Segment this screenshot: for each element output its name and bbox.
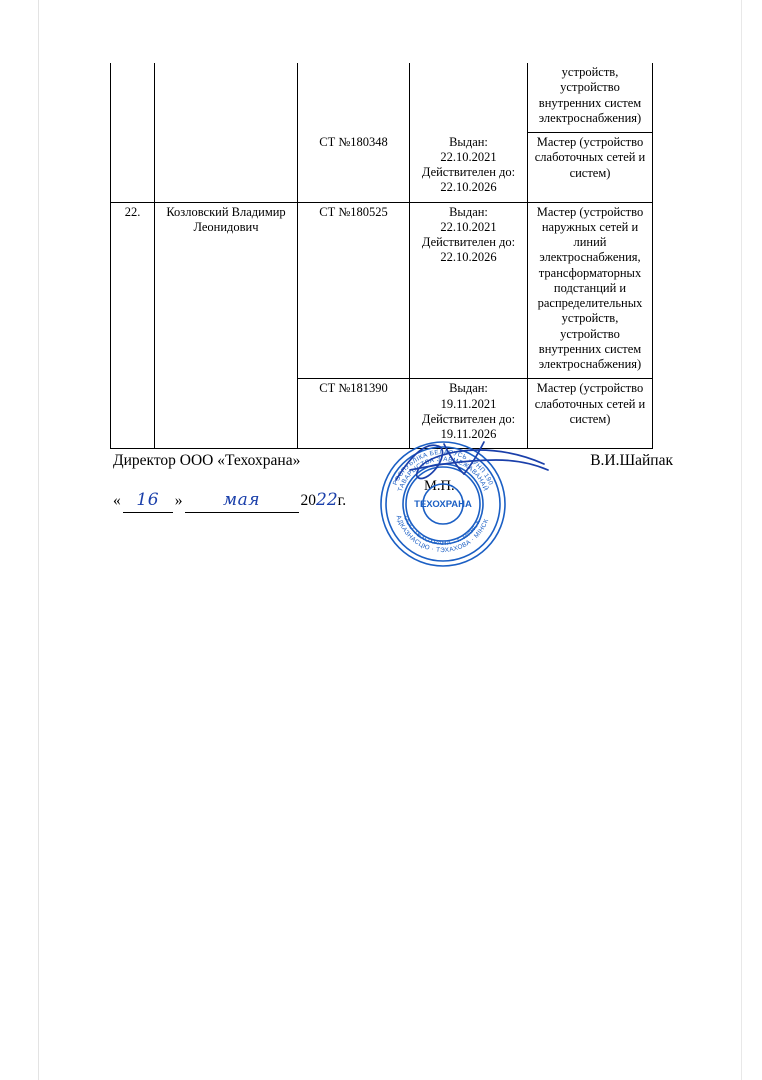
signature-block — [113, 452, 673, 480]
year-handwritten: 22 — [316, 490, 338, 510]
cell-certificate — [298, 379, 410, 449]
year-prefix: 20 — [300, 492, 316, 509]
page-edge-left — [38, 0, 39, 1080]
issued-date: 22.10.2021 — [440, 219, 497, 234]
date-line — [113, 490, 346, 510]
qual-line: систем) — [569, 165, 611, 180]
certificate-number: СТ №181390 — [319, 381, 388, 396]
cell-name — [155, 63, 298, 133]
issued-label: Выдан: — [449, 381, 488, 396]
cell-certificate — [298, 202, 410, 379]
valid-date: 22.10.2026 — [440, 250, 497, 265]
qual-line: электроснабжения) — [538, 110, 642, 125]
certificates-table — [110, 63, 653, 449]
qual-line: трансформаторных — [538, 265, 642, 280]
date-month-field — [183, 490, 301, 510]
mp-label: М.П. — [424, 478, 455, 494]
cell-name — [155, 133, 298, 203]
qual-line: электроснабжения) — [538, 357, 642, 371]
cell-name — [155, 379, 298, 449]
qual-line: Мастер (устройство — [536, 381, 644, 396]
date-month-underline — [185, 512, 299, 513]
cell-dates — [410, 379, 528, 449]
valid-label: Действителен до: — [421, 411, 516, 426]
qual-line: наружных сетей и линий — [541, 219, 639, 249]
qual-line: слаботочных сетей и — [534, 396, 646, 411]
cell-qualification — [528, 202, 653, 379]
cell-number — [111, 379, 155, 449]
svg-text:РЭСПУБЛІКА БЕЛАРУСЬ · УНП 190: РЭСПУБЛІКА БЕЛАРУСЬ · УНП 190 — [391, 448, 495, 487]
date-day-underline — [123, 512, 173, 513]
cell-name — [155, 202, 298, 379]
certificate-number: СТ №180348 — [319, 134, 388, 149]
cell-number — [111, 133, 155, 203]
date-day-field — [121, 490, 175, 510]
cell-certificate — [298, 133, 410, 203]
qual-line: распределительных — [537, 296, 643, 310]
svg-text:ТАВАРЫСТВА З АБМЕЖАВАНАЙ: ТАВАРЫСТВА З АБМЕЖАВАНАЙ — [396, 455, 489, 493]
qual-line: внутренних систем — [538, 341, 642, 356]
qual-line: Мастер (устройство — [536, 135, 644, 149]
cell-qualification — [528, 63, 653, 133]
svg-text:ООО ТЕХОХРАНА · г. МИНСК: ООО ТЕХОХРАНА · г. МИНСК — [402, 514, 483, 548]
cell-dates — [410, 202, 528, 379]
qual-line: систем) — [569, 411, 611, 426]
signature-title: Директор ООО «Техохрана» — [113, 452, 301, 469]
qual-line: электроснабжения, — [539, 250, 641, 265]
row-number: 22. — [124, 204, 141, 219]
qual-line: внутренних систем — [538, 95, 642, 110]
qual-line: Мастер (устройство — [536, 204, 644, 219]
table-row — [111, 63, 653, 133]
page-edge-right — [741, 0, 742, 1080]
cell-number — [111, 202, 155, 379]
cell-qualification — [528, 133, 653, 203]
date-month-handwritten: мая — [223, 490, 260, 510]
person-name-line: Леонидович — [193, 219, 259, 234]
qual-line: устройств, устройство — [560, 65, 620, 95]
table-row — [111, 133, 653, 203]
valid-date: 22.10.2026 — [440, 180, 497, 195]
issued-label: Выдан: — [449, 204, 488, 219]
table-row — [111, 202, 653, 379]
quote-close: » — [174, 492, 183, 509]
cell-certificate — [298, 63, 410, 133]
person-name-line: Козловский Владимир — [166, 204, 286, 219]
cell-dates — [410, 133, 528, 203]
qual-line: подстанций и — [553, 280, 627, 295]
issued-date: 19.11.2021 — [440, 396, 497, 411]
quote-open: « — [113, 492, 121, 509]
certificate-number: СТ №180525 — [319, 204, 388, 219]
valid-label: Действителен до: — [421, 165, 516, 179]
date-day-handwritten: 16 — [136, 490, 160, 510]
table-row — [111, 379, 653, 449]
svg-text:АДКАЗНАСЦЮ · ТЭХАХОВА · МІНСК: АДКАЗНАСЦЮ · ТЭХАХОВА · МІНСК — [394, 514, 491, 555]
signatory-name: В.И.Шайпак — [590, 452, 673, 469]
qual-line: устройств, устройство — [560, 311, 620, 341]
valid-date: 19.11.2026 — [440, 427, 497, 441]
cell-dates — [410, 63, 528, 133]
valid-label: Действителен до: — [421, 235, 516, 249]
issued-date: 22.10.2021 — [440, 149, 497, 164]
year-suffix: г. — [337, 492, 347, 509]
stamp-center-text: ТЕХОХРАНА — [414, 499, 472, 510]
cell-qualification — [528, 379, 653, 449]
cell-number — [111, 63, 155, 133]
qual-line: слаботочных сетей и — [534, 150, 646, 165]
issued-label: Выдан: — [449, 134, 488, 149]
